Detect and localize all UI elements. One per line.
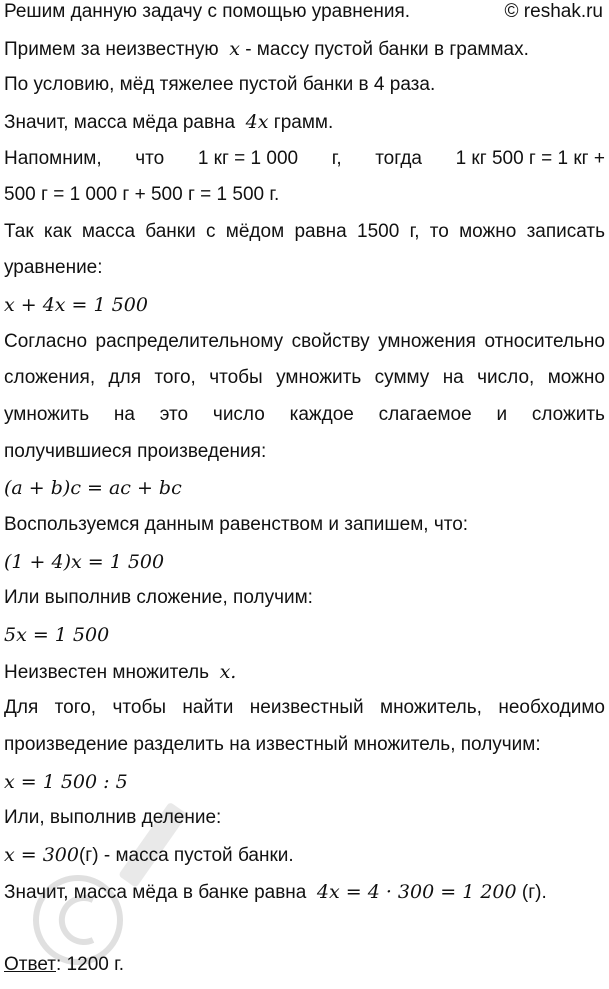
site-watermark: © reshak.ru	[504, 1, 603, 22]
word: множитель,	[380, 697, 482, 718]
addition-line: Или выполнив сложение, получим:	[4, 587, 313, 608]
word: сумму	[374, 367, 430, 388]
word: масса	[81, 221, 136, 242]
unknown-factor-line	[4, 660, 605, 685]
math-expression: 4x	[245, 111, 269, 133]
word: умножить	[4, 404, 90, 425]
reminder-line	[4, 147, 605, 171]
word: то	[429, 221, 449, 242]
word: свойству	[291, 331, 370, 352]
text-fragment: (г) - масса пустой банки.	[78, 845, 294, 866]
word: что	[135, 148, 165, 169]
equation-label: уравнение:	[4, 257, 103, 278]
word: мёдом	[225, 221, 285, 242]
word: и	[496, 404, 508, 425]
distributive-line-2	[4, 366, 605, 390]
word: г,	[409, 221, 420, 242]
word: умножить	[276, 367, 362, 388]
text-fragment: Значит, масса мёда в банке равна	[4, 882, 307, 903]
word: умножения	[378, 331, 476, 352]
word: на	[113, 404, 135, 425]
text-fragment: Значит, масса мёда равна	[4, 112, 236, 133]
word: банки	[145, 221, 196, 242]
intro-line: Решим данную задачу с помощью уравнения.	[4, 1, 411, 22]
word: 1500	[357, 221, 400, 242]
word: как	[43, 221, 72, 242]
text-fragment: грамм.	[273, 112, 334, 133]
word: сложения,	[4, 367, 96, 388]
word: относительно	[484, 331, 605, 352]
word: это	[159, 404, 189, 425]
word: число,	[477, 367, 535, 388]
text-fragment: (г).	[521, 882, 547, 903]
distributive-line-1	[4, 330, 605, 354]
word: 1 кг 500 г = 1 кг +	[455, 148, 605, 169]
word: равна	[294, 221, 347, 242]
distributive-formula: (a + b)c = ac + bc	[4, 477, 182, 499]
word: чтобы	[209, 367, 263, 388]
word: неизвестный	[249, 697, 364, 718]
apply-line: Воспользуемся данным равенством и запишем, что:	[4, 514, 469, 535]
word: слагаемое	[378, 404, 472, 425]
honey-result-line	[4, 880, 605, 905]
condition-line: По условию, мёд тяжелее пустой банки в 4 раза.	[4, 74, 436, 95]
answer-label: Ответ	[4, 954, 56, 975]
word: необходимо	[498, 697, 605, 718]
total-mass-line	[4, 220, 605, 244]
word: того,	[154, 367, 196, 388]
unknown-definition	[4, 37, 605, 62]
text-fragment: Неизвестен множитель	[4, 662, 210, 683]
word: г,	[331, 148, 342, 169]
honey-mass-line	[4, 110, 605, 135]
equation-initial: x + 4x = 1 500	[4, 294, 148, 316]
equation-factored: (1 + 4)x = 1 500	[4, 551, 165, 573]
word: Согласно	[4, 331, 88, 352]
word: можно	[459, 221, 517, 242]
distributive-line-3	[4, 403, 605, 427]
word: для	[108, 367, 141, 388]
word: 1 кг = 1 000	[197, 148, 299, 169]
word: на	[442, 367, 464, 388]
math-expression: 4x = 4 · 300 = 1 200	[316, 881, 517, 903]
math-variable: x.	[219, 661, 237, 683]
word: число	[212, 404, 265, 425]
word: Напомним,	[4, 148, 102, 169]
word: можно	[547, 367, 605, 388]
equation-division: x = 1 500 : 5	[4, 771, 128, 793]
word: того,	[54, 697, 97, 718]
distributive-line-4: получившиеся произведения:	[4, 441, 267, 462]
math-expression: x = 300	[4, 844, 79, 866]
equation-simplified: 5x = 1 500	[4, 624, 110, 646]
rule-line-1	[4, 696, 605, 720]
math-variable: x	[229, 38, 240, 60]
reshak-seal-watermark	[18, 770, 228, 980]
word: Для	[4, 697, 39, 718]
word: распределительному	[95, 331, 284, 352]
word: найти	[182, 697, 234, 718]
rule-line-2: произведение разделить на известный множитель, получим:	[4, 734, 541, 755]
text-fragment: Примем за неизвестную	[4, 39, 219, 60]
word: чтобы	[112, 697, 166, 718]
text-fragment: - массу пустой банки в граммах.	[245, 39, 529, 60]
word: Так	[4, 221, 34, 242]
word: с	[206, 221, 216, 242]
word: записать	[526, 221, 605, 242]
answer-value: : 1200 г.	[56, 954, 124, 975]
answer-line	[4, 953, 605, 977]
word: каждое	[289, 404, 354, 425]
result-line	[4, 843, 605, 868]
word: сложить	[531, 404, 605, 425]
division-line: Или, выполнив деление:	[4, 807, 222, 828]
word: тогда	[375, 148, 422, 169]
conversion-line: 500 г = 1 000 г + 500 г = 1 500 г.	[4, 184, 280, 205]
